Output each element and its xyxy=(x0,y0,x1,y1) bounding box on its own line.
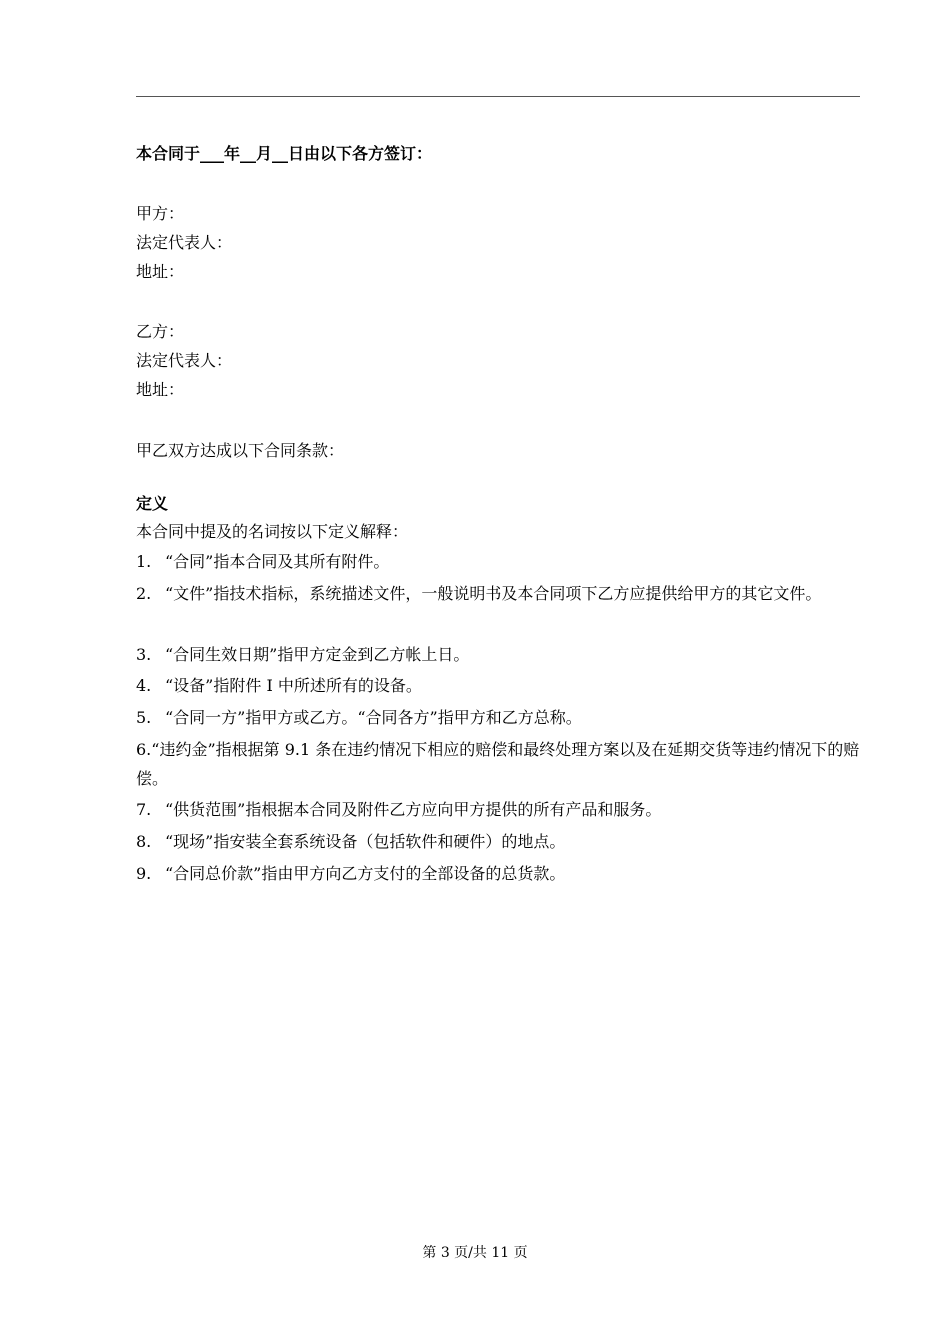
item-number: 4. xyxy=(136,676,152,695)
section-heading: 定义 xyxy=(136,494,169,513)
item-number: 2. xyxy=(136,584,152,603)
definition-item-8 xyxy=(136,827,889,856)
item-number: 6. xyxy=(136,740,152,759)
party-a-address: 地址： xyxy=(136,262,185,281)
definition-item-7 xyxy=(136,795,889,824)
item-text: “合同”指本合同及其所有附件。 xyxy=(165,552,390,571)
item-number: 1. xyxy=(136,552,152,571)
section-lead: 本合同中提及的名词按以下定义解释： xyxy=(136,522,409,541)
item-text: “违约金”指根据第 9.1 条在违约情况下相应的赔偿和最终处理方案以及在延期交货等违约情况下的赔偿。 xyxy=(136,740,860,788)
definition-item-4 xyxy=(136,671,889,700)
item-number: 3. xyxy=(136,645,152,664)
item-text: “文件”指技术指标，系统描述文件，一般说明书及本合同项下乙方应提供给甲方的其它文件。 xyxy=(165,584,822,603)
item-number: 8. xyxy=(136,832,152,851)
item-number: 7. xyxy=(136,800,152,819)
agreement-statement: 甲乙双方达成以下合同条款： xyxy=(136,441,345,460)
party-b-address: 地址： xyxy=(136,380,185,399)
definition-item-6 xyxy=(136,735,860,793)
party-a-rep: 法定代表人： xyxy=(136,233,233,252)
page-number: 第 3 页/共 11 页 xyxy=(422,1245,528,1261)
item-text: “合同一方”指甲方或乙方。“合同各方”指甲方和乙方总称。 xyxy=(165,708,582,727)
definition-item-2 xyxy=(136,579,889,608)
item-text: “现场”指安装全套系统设备（包括软件和硬件）的地点。 xyxy=(165,832,566,851)
definition-item-3 xyxy=(136,640,889,669)
party-b-name: 乙方： xyxy=(136,322,185,341)
item-text: “合同总价款”指由甲方向乙方支付的全部设备的总货款。 xyxy=(165,864,566,883)
party-a-name: 甲方： xyxy=(136,204,185,223)
definition-item-1 xyxy=(136,547,889,576)
contract-intro: 本合同于___年__月__日由以下各方签订： xyxy=(136,144,433,163)
item-number: 9. xyxy=(136,864,152,883)
definition-item-9 xyxy=(136,859,889,888)
party-b-rep: 法定代表人： xyxy=(136,351,233,370)
item-text: “设备”指附件 I 中所述所有的设备。 xyxy=(165,676,422,695)
item-text: “供货范围”指根据本合同及附件乙方应向甲方提供的所有产品和服务。 xyxy=(165,800,662,819)
item-text: “合同生效日期”指甲方定金到乙方帐上日。 xyxy=(165,645,470,664)
definition-item-5 xyxy=(136,703,889,732)
item-number: 5. xyxy=(136,708,152,727)
header-rule xyxy=(136,96,860,97)
